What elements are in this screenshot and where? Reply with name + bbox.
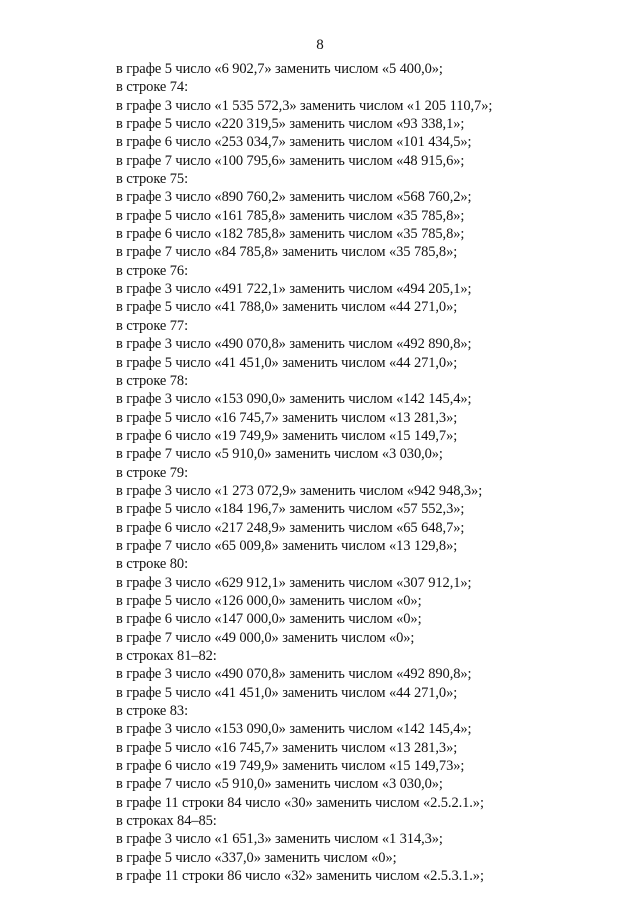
text-line: в графе 5 число «41 788,0» заменить числом «44 271,0»;	[116, 299, 458, 316]
text-line: в строке 74:	[116, 79, 188, 96]
text-line: в графе 6 число «182 785,8» заменить числом «35 785,8»;	[116, 226, 465, 243]
text-line: в строке 77:	[116, 317, 188, 334]
text-line: в графе 5 число «16 745,7» заменить числом «13 281,3»;	[116, 409, 458, 426]
text-line: в графе 5 число «16 745,7» заменить числом «13 281,3»;	[116, 739, 458, 756]
text-line: в графе 3 число «1 273 072,9» заменить числом «942 948,3»;	[116, 482, 483, 499]
text-line: в графе 7 число «84 785,8» заменить числом «35 785,8»;	[116, 244, 458, 261]
text-line: в графе 5 число «337,0» заменить числом «0»;	[116, 849, 397, 866]
text-line: в графе 3 число «153 090,0» заменить числом «142 145,4»;	[116, 721, 472, 738]
text-line: в графе 5 число «220 319,5» заменить числом «93 338,1»;	[116, 116, 465, 133]
text-line: в графе 3 число «491 722,1» заменить числом «494 205,1»;	[116, 281, 472, 298]
text-line: в графе 3 число «629 912,1» заменить числом «307 912,1»;	[116, 574, 472, 591]
text-line: в графе 5 число «41 451,0» заменить числом «44 271,0»;	[116, 354, 458, 371]
text-line: в графе 6 число «253 034,7» заменить числом «101 434,5»;	[116, 134, 472, 151]
text-line: в графе 5 число «184 196,7» заменить числом «57 552,3»;	[116, 501, 465, 518]
text-line: в графе 3 число «1 535 572,3» заменить числом «1 205 110,7»;	[116, 97, 493, 114]
text-line: в графе 7 число «65 009,8» заменить числом «13 129,8»;	[116, 537, 458, 554]
text-line: в графе 7 число «5 910,0» заменить числом «3 030,0»;	[116, 446, 443, 463]
document-body	[116, 60, 626, 885]
text-line: в графе 11 строки 86 число «32» заменить числом «2.5.3.1.»;	[116, 868, 484, 885]
text-line: в графе 6 число «147 000,0» заменить числом «0»;	[116, 611, 422, 628]
text-line: в графе 7 число «5 910,0» заменить числом «3 030,0»;	[116, 776, 443, 793]
text-line: в строках 84–85:	[116, 813, 217, 830]
text-line: в строке 76:	[116, 262, 188, 279]
text-line: в строке 79:	[116, 464, 188, 481]
text-line: в графе 3 число «890 760,2» заменить числом «568 760,2»;	[116, 189, 472, 206]
text-line: в строке 75:	[116, 171, 188, 188]
text-line: в графе 3 число «1 651,3» заменить числом «1 314,3»;	[116, 831, 443, 848]
text-line: в графе 5 число «6 902,7» заменить числом «5 400,0»;	[116, 61, 443, 77]
page-number: 8	[316, 37, 324, 53]
text-line: в графе 3 число «490 070,8» заменить числом «492 890,8»;	[116, 666, 472, 683]
text-line: в графе 11 строки 84 число «30» заменить числом «2.5.2.1.»;	[116, 794, 484, 811]
text-line: в строках 81–82:	[116, 648, 217, 664]
text-line: в графе 7 число «49 000,0» заменить числом «0»;	[116, 629, 415, 646]
text-line: в строке 80:	[116, 556, 188, 573]
text-line: в графе 7 число «100 795,6» заменить числом «48 915,6»;	[116, 152, 465, 169]
text-line: в графе 5 число «41 451,0» заменить числом «44 271,0»;	[116, 684, 458, 701]
text-line: в графе 3 число «153 090,0» заменить числом «142 145,4»;	[116, 391, 472, 408]
text-line: в графе 5 число «161 785,8» заменить числом «35 785,8»;	[116, 207, 465, 224]
text-line: в графе 3 число «490 070,8» заменить числом «492 890,8»;	[116, 336, 472, 353]
text-line: в строке 78:	[116, 372, 188, 389]
text-line: в графе 6 число «19 749,9» заменить числом «15 149,73»;	[116, 758, 465, 775]
text-line: в строке 83:	[116, 703, 188, 720]
text-line: в графе 6 число «217 248,9» заменить числом «65 648,7»;	[116, 519, 465, 536]
text-line: в графе 6 число «19 749,9» заменить числом «15 149,7»;	[116, 427, 458, 444]
text-line: в графе 5 число «126 000,0» заменить числом «0»;	[116, 592, 422, 609]
